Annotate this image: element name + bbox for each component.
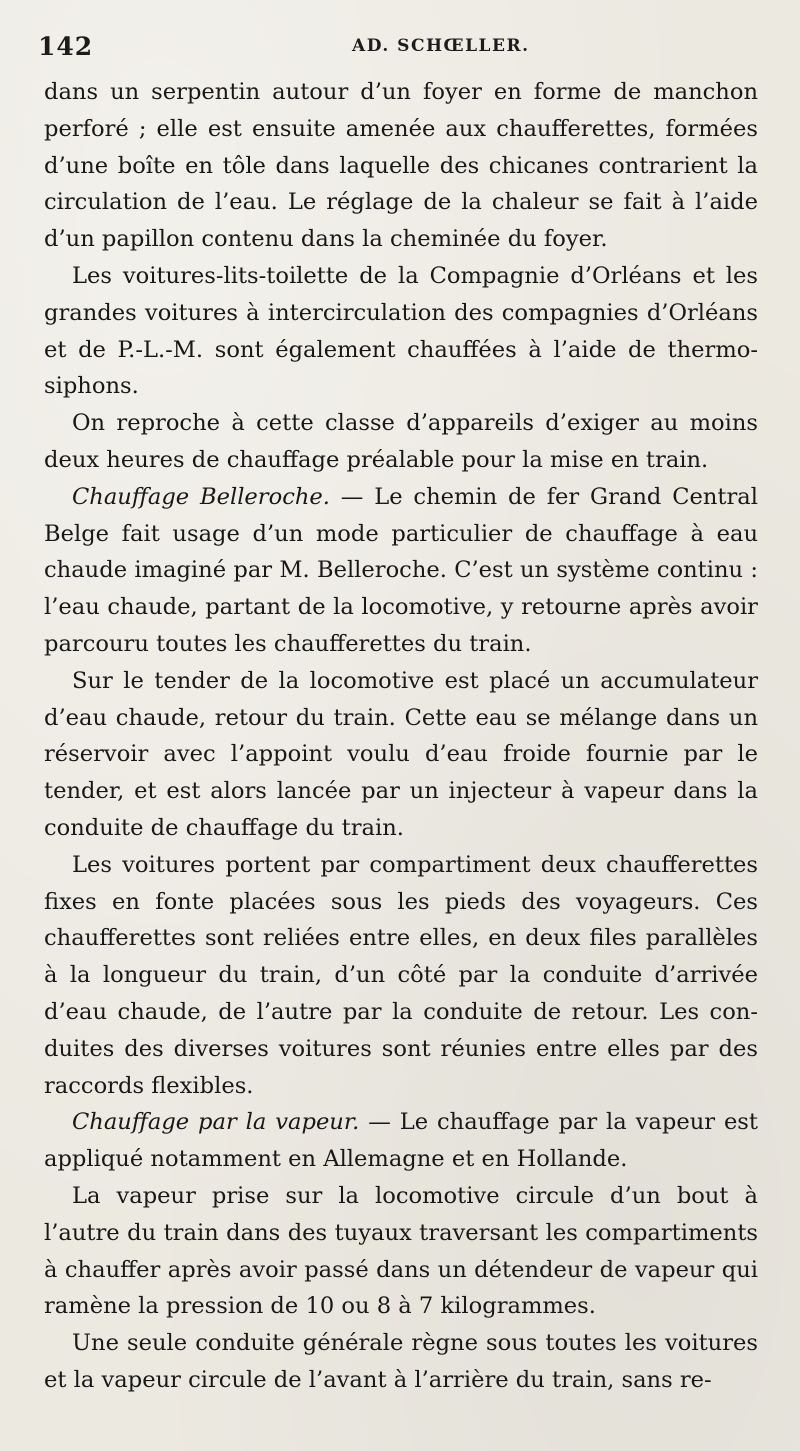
section-heading-belleroche: Chauffage Belleroche. [72,483,330,510]
paragraph-2 [44,258,758,405]
paragraph-8-text: La vapeur prise sur la locomotive circule d’un bout à l’autre du train dans des tuyaux traversant les compartiments à chauffer après avoir passé dans un détendeur de vapeur qui ramène la pression de 10 ou 8 à 7 kilogrammes. [44,1182,758,1320]
paragraph-9 [44,1325,758,1399]
body-text [44,74,758,1399]
paragraph-2-text: Les voitures-lits-toilette de la Compagnie d’Orléans et les grandes voitures à intercirculation des compagnies d’Orléans et de P.-L.-M. sont également chauffées à l’aide de thermo-siphons. [44,262,758,400]
section-heading-vapeur: Chauffage par la vapeur. [72,1109,360,1136]
paragraph-9-text: Une seule conduite générale règne sous toutes les voitures et la vapeur circule de l’avant à l’arrière du train, sans re- [44,1330,758,1393]
running-head [38,32,760,66]
page-number: 142 [38,32,94,61]
paragraph-3 [44,405,758,479]
paragraph-4 [44,479,758,663]
paragraph-5-text: Sur le tender de la locomotive est placé un accumulateur d’eau chaude, retour du train. Cette eau se mélange dans un réservoir avec l’appoint voulu d’eau froide fournie par le tender, et est alors lancée par un injecteur à vapeur dans la conduite de chauffage du train. [44,667,758,841]
paragraph-1 [44,74,758,258]
running-title: AD. SCHŒLLER. [352,36,530,56]
paragraph-7-text: — Le chauffage par la vapeur est appliqué notamment en Allemagne et en Hollande. [44,1109,758,1173]
paragraph-7 [44,1104,758,1178]
paragraph-8 [44,1178,758,1325]
paragraph-6 [44,847,758,1105]
paragraph-3-text: On reproche à cette classe d’appareils d’exiger au moins deux heures de chauffage préalable pour la mise en train. [44,410,758,473]
paragraph-4-text: — Le chemin de fer Grand Central Belge fait usage d’un mode particulier de chauffage à eau chaude imaginé par M. Belleroche. C’est un système continu : l’eau chaude, partant de la locomotive, y retourne après avoir parcouru toutes les chaufferettes du train. [44,483,759,657]
paragraph-5 [44,663,758,847]
paragraph-1-text: dans un serpentin autour d’un foyer en forme de manchon perforé ; elle est ensuite amenée aux chaufferettes, formées d’une boîte en tôle dans laquelle des chicanes contrarient la circulation de l’eau. Le réglage de la chaleur se fait à l’aide d’un papillon contenu dans la cheminée du foyer. [44,79,758,253]
paragraph-6-text: Les voitures portent par compartiment deux chaufferettes fixes en fonte placées sous les pieds des voyageurs. Ces chaufferettes sont reliées entre elles, en deux files parallèles à la longueur du train, d’un côté par la conduite d’arrivée d’eau chaude, de l’autre par la conduite de retour. Les conduites des diverses voitures sont réunies entre elles par des raccords flexibles. [44,851,758,1099]
